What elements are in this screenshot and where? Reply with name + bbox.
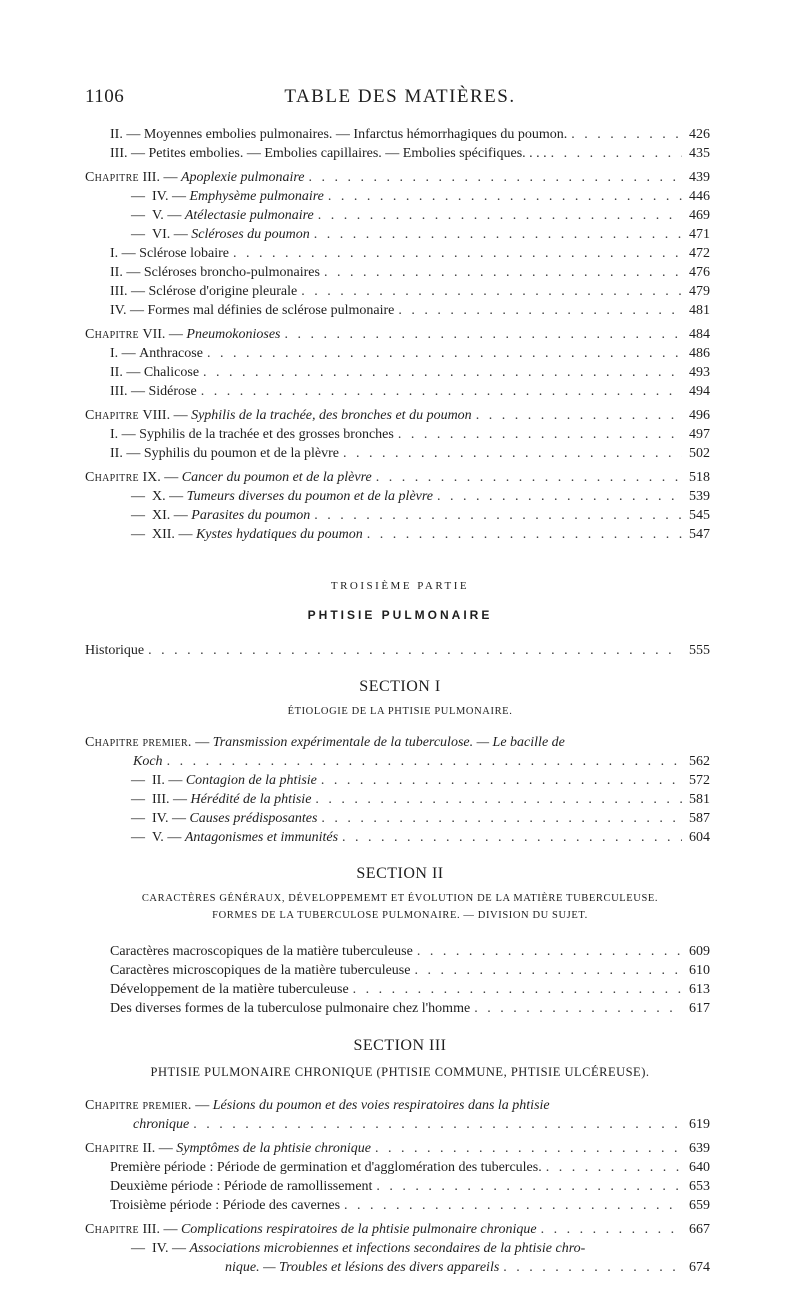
toc-entry: Chapitre premier. — Transmission expérimentale de la tuberculose. — Le bacille de [85, 735, 565, 750]
toc-entry: — XI. — Parasites du poumon . . . 545 [131, 506, 710, 525]
entry-page: 484 [689, 327, 710, 342]
entry-title: Petites embolies. — Embolies capillaires. — Embolies spécifiques. . . . [148, 146, 547, 161]
entry-page: 471 [689, 227, 710, 242]
entry-page: 472 [689, 246, 710, 261]
entry-page: 610 [689, 963, 710, 978]
section-subtitle: FORMES DE LA TUBERCULOSE PULMONAIRE. — DIVISION DU SUJET. [212, 910, 588, 921]
entry-title: Apoplexie pulmonaire [180, 170, 305, 185]
entry-title: Lésions du poumon et des voies respiratoires dans la phtisie [212, 1098, 550, 1113]
entry-page: 486 [689, 346, 710, 361]
entry-title: Sclérose lobaire [139, 246, 229, 261]
toc-entry: Chapitre IX. — Cancer du poumon et de la plèvre . . . 518 [85, 468, 710, 487]
entry-title: Cancer du poumon et de la plèvre [181, 470, 372, 485]
entry-title: Caractères macroscopiques de la matière tuberculeuse [110, 944, 413, 959]
entry-title: Emphysème pulmonaire [189, 189, 324, 204]
toc-entry: II. — Syphilis du poumon et de la plèvre . . . 502 [110, 444, 710, 463]
toc-entry: — II. — Contagion de la phtisie . . . 572 [131, 771, 710, 790]
entry-page: 502 [689, 446, 710, 461]
toc-entry: — IV. — Emphysème pulmonaire . . . 446 [131, 187, 710, 206]
entry-title: Tumeurs diverses du poumon et de la plèvre [186, 489, 434, 504]
toc-entry: — III. — Hérédité de la phtisie . . . 581 [131, 790, 710, 809]
toc-entry [110, 942, 710, 961]
entry-page: 619 [689, 1117, 710, 1132]
entry-title: Chalicose [143, 365, 200, 380]
entry-title: Parasites du poumon [191, 508, 311, 523]
entry-page: 555 [689, 643, 710, 658]
entry-page: 481 [689, 303, 710, 318]
entry-title: Moyennes embolies pulmonaires. — Infarctus hémorrhagiques du poumon. [143, 127, 568, 142]
toc-entry: — V. — Antagonismes et immunités . . . 604 [131, 828, 710, 847]
entry-title: Contagion de la phtisie [185, 773, 317, 788]
entry-title: Complications respiratoires de la phtisie pulmonaire chronique [180, 1222, 537, 1237]
entry-title: Syphilis de la trachée et des grosses bronches [139, 427, 394, 442]
toc-entry [110, 980, 710, 999]
entry-title: Pneumokonioses [186, 327, 281, 342]
entry-page: 562 [689, 754, 710, 769]
page-number: 1106 [85, 86, 125, 107]
toc-entry: Chapitre premier. — Lésions du poumon et des voies respiratoires dans la phtisie [85, 1098, 550, 1113]
section-title: SECTION III [353, 1037, 447, 1054]
entry-title: Syphilis du poumon et de la plèvre [143, 446, 340, 461]
entry-page: 613 [689, 982, 710, 997]
entry-title: Syphilis de la trachée, des bronches et du poumon [191, 408, 472, 423]
toc-entry: — V. — Atélectasie pulmonaire . . . 469 [131, 206, 710, 225]
entry-page: 497 [689, 427, 710, 442]
entry-page: 581 [689, 792, 710, 807]
entry-page: 435 [689, 146, 710, 161]
entry-page: 617 [689, 1001, 710, 1016]
toc-entry: I. — Anthracose . . . 486 [110, 344, 710, 363]
toc-entry [85, 641, 710, 660]
entry-title: Antagonismes et immunités [184, 830, 339, 845]
entry-title: Anthracose [139, 346, 203, 361]
section-subtitle: ÉTIOLOGIE DE LA PHTISIE PULMONAIRE. [287, 706, 513, 717]
entry-title: Première période : Période de germination et d'agglomération des tubercules. [110, 1160, 542, 1175]
toc-entry [110, 1158, 710, 1177]
entry-title: Scléroses broncho-pulmonaires [143, 265, 320, 280]
toc-entry-continuation: chronique . . . 619 [133, 1115, 710, 1134]
entry-title: Deuxième période : Période de ramollissement [110, 1179, 373, 1194]
entry-title: Scléroses du poumon [191, 227, 310, 242]
entry-page: 494 [689, 384, 710, 399]
section-title: SECTION II [356, 865, 444, 882]
toc-entry: I. — Syphilis de la trachée et des grosses bronches . . . 497 [110, 425, 710, 444]
entry-page: 674 [689, 1260, 710, 1275]
entry-title: Historique [85, 643, 145, 658]
entry-title: Transmission expérimentale de la tuberculose. — Le bacille de [212, 735, 565, 750]
entry-page: 426 [689, 127, 710, 142]
toc-entry: II. — Chalicose . . . 493 [110, 363, 710, 382]
entry-page: 587 [689, 811, 710, 826]
toc-entry: — VI. — Scléroses du poumon . . . 471 [131, 225, 710, 244]
toc-entry: II. — Moyennes embolies pulmonaires. — Infarctus hémorrhagiques du poumon. . . . 426 [110, 125, 710, 144]
toc-entry: Chapitre II. — Symptômes de la phtisie chronique . . . 639 [85, 1139, 710, 1158]
toc-entry: III. — Sidérose . . . 494 [110, 382, 710, 401]
toc-entry: — X. — Tumeurs diverses du poumon et de la plèvre . . . 539 [131, 487, 710, 506]
toc-entry: III. — Sclérose d'origine pleurale . . . 479 [110, 282, 710, 301]
toc-entry-continuation: nique. — Troubles et lésions des divers appareils . . . 674 [225, 1258, 710, 1277]
toc-entry-continuation: Koch . . . 562 [133, 752, 710, 771]
entry-page: 479 [689, 284, 710, 299]
entry-page: 609 [689, 944, 710, 959]
toc-entry [110, 961, 710, 980]
entry-page: 545 [689, 508, 710, 523]
section-title: SECTION I [359, 678, 441, 695]
entry-title: Kystes hydatiques du poumon [195, 527, 363, 542]
toc-entry [110, 999, 710, 1018]
entry-page: 518 [689, 470, 710, 485]
part-title: TROISIÈME PARTIE [330, 580, 470, 592]
entry-page: 439 [689, 170, 710, 185]
entry-page: 493 [689, 365, 710, 380]
toc-entry: — IV. — Causes prédisposantes . . . 587 [131, 809, 710, 828]
entry-page: 653 [689, 1179, 710, 1194]
entry-title: Causes prédisposantes [189, 811, 318, 826]
entry-page: 667 [689, 1222, 710, 1237]
entry-page: 572 [689, 773, 710, 788]
entry-title: Hérédité de la phtisie [190, 792, 312, 807]
toc-entry: II. — Scléroses broncho-pulmonaires . . . 476 [110, 263, 710, 282]
entry-page: 496 [689, 408, 710, 423]
entry-title: Formes mal définies de sclérose pulmonaire [147, 303, 395, 318]
entry-page: 639 [689, 1141, 710, 1156]
entry-page: 640 [689, 1160, 710, 1175]
toc-entry: III. — Petites embolies. — Embolies capillaires. — Embolies spécifiques. . . . . . . 435 [110, 144, 710, 163]
entry-page: 446 [689, 189, 710, 204]
entry-title: Associations microbiennes et infections secondaires de la phtisie chro- [189, 1241, 586, 1256]
entry-title: Atélectasie pulmonaire [184, 208, 314, 223]
entry-page: 547 [689, 527, 710, 542]
entry-title: Sclérose d'origine pleurale [148, 284, 298, 299]
entry-title: Sidérose [148, 384, 197, 399]
toc-entry [110, 1196, 710, 1215]
entry-title: Caractères microscopiques de la matière tuberculeuse [110, 963, 411, 978]
page-header [0, 86, 800, 116]
toc-entry: Chapitre VII. — Pneumokonioses . . . 484 [85, 325, 710, 344]
part-subtitle: PHTISIE PULMONAIRE [307, 608, 493, 622]
toc-entry: — XII. — Kystes hydatiques du poumon . . . 547 [131, 525, 710, 544]
toc-entry: Chapitre III. — Apoplexie pulmonaire . . . 439 [85, 168, 710, 187]
entry-title: Développement de la matière tuberculeuse [110, 982, 349, 997]
toc-entry [110, 1177, 710, 1196]
toc-entry: Chapitre III. — Complications respiratoires de la phtisie pulmonaire chronique . . . 667 [85, 1220, 710, 1239]
section-subtitle: PHTISIE PULMONAIRE CHRONIQUE (PHTISIE COMMUNE, PHTISIE ULCÉREUSE). [150, 1065, 650, 1079]
entry-title: Troisième période : Période des cavernes [110, 1198, 341, 1213]
section-subtitle: CARACTÈRES GÉNÉRAUX, DÉVELOPPEMEMT ET ÉVOLUTION DE LA MATIÈRE TUBERCULEUSE. [141, 893, 659, 904]
running-title: TABLE DES MATIÈRES. [284, 86, 516, 107]
entry-page: 604 [689, 830, 710, 845]
entry-page: 469 [689, 208, 710, 223]
toc-entry: I. — Sclérose lobaire . . . 472 [110, 244, 710, 263]
entry-page: 476 [689, 265, 710, 280]
entry-title: Symptômes de la phtisie chronique [176, 1141, 371, 1156]
toc-entry: — IV. — Associations microbiennes et infections secondaires de la phtisie chro- [131, 1241, 586, 1256]
toc-entry: Chapitre VIII. — Syphilis de la trachée, des bronches et du poumon . . . 496 [85, 406, 710, 425]
entry-title: Des diverses formes de la tuberculose pulmonaire chez l'homme [110, 1001, 471, 1016]
entry-page: 659 [689, 1198, 710, 1213]
entry-page: 539 [689, 489, 710, 504]
toc-entry: IV. — Formes mal définies de sclérose pulmonaire . . . 481 [110, 301, 710, 320]
